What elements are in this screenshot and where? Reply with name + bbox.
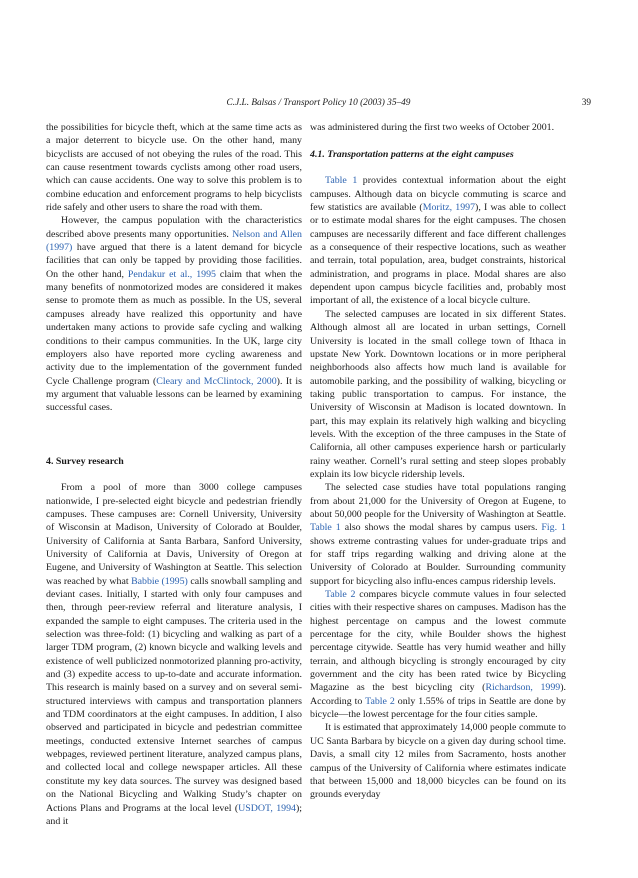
section-heading-survey-research: 4. Survey research: [46, 455, 124, 467]
text-run: calls snowball sampling and deviant cases. Initially, I started with only four campuses and then, through peer-review referral and literature analysis, I expanded the sample to eight campuses. The criteria used in the selection was three-fold: (1) bicycling and walking as part of a larger TDM program, (2) known bicycle and walking levels and existence of well publicized nonmotorized planning pro-activity, and (3) expedite access to up-to-date and accurate information. This research is mainly based on a survey and on several semi-structured interviews with campus and transportation planners and TDM coordinators at the eight campuses. In addition, I also observed and participated in bicycle and pedestrian committee meetings, conducted extensive Internet searches of campus webpages, reviewed pertinent literature, analyzed campus plans, and collected local and college newspaper articles. All these constitute my key data sources. The survey was designed based on the National Bicycling and Walking Study’s chapter on Actions Plans and Programs at the local level (: [46, 575, 302, 814]
text-run: ). It is my argument that valuable lessons can be learned by examining successful cases.: [46, 375, 302, 414]
spacer: [310, 134, 566, 147]
text-run: provides contextual information about the eight campuses. Although data on bicycle commuting is scarce and few statistics are available (: [310, 175, 566, 214]
table-link-table-2[interactable]: Table 2: [365, 695, 395, 707]
paragraph-survey-administered: [310, 121, 566, 134]
citation-link-usdot[interactable]: USDOT, 1994: [238, 802, 296, 814]
text-run: From a pool of more than 3000 college campuses nationwide, I pre-selected eight bicycle and pedestrian friendly campuses. These campuses are: Cornell University, University of Wisconsin at Madison, University of Colorado at Boulder, University of California at Santa Barbara, Sanford University, University of California at Davis, University of Oregon at Eugene, and University of Washington at Seattle. This selection was reached by what: [46, 482, 302, 587]
citation-link-pendakur[interactable]: Pendakur et al., 1995: [127, 268, 216, 280]
text-run: ); and it: [46, 802, 303, 827]
paragraph-contextual-information: [310, 174, 566, 307]
citation-link-babbie[interactable]: Babbie (1995): [131, 575, 188, 587]
citation-link-moritz[interactable]: Moritz, 1997: [422, 202, 476, 214]
paragraph-campus-locations: [310, 308, 566, 481]
text-run: also shows the modal shares by campus users.: [340, 522, 542, 534]
table-link-table-1[interactable]: Table 1: [325, 175, 358, 187]
paragraph-commute-comparison: [310, 588, 566, 721]
text-run: compares bicycle commute values in four selected cities with their respective shares on campuses. Madison has the highest percentage on campus and the lowest commute percentage for the city, while Boulder shows the highest percentage citywide. Seattle has very humid weather and hilly terrain, and although bicycling is strongly encouraged by city government and the city has been rated twice by Bicycling Magazine as the best bicycling city (: [310, 589, 566, 694]
page-number: 39: [581, 98, 591, 108]
paragraph-theft-deterrent: [46, 121, 302, 214]
citation-link-cleary-mcclintock[interactable]: Cleary and McClintock, 2000: [156, 375, 277, 387]
text-run: was administered during the first two weeks of October 2001.: [310, 122, 555, 133]
table-link-table-2[interactable]: Table 2: [325, 589, 356, 601]
running-header: [46, 96, 591, 110]
right-column: [310, 121, 566, 802]
text-run: only 1.55% of trips in Seattle are done by bicycle—the lowest percentage for the four cities sample.: [310, 695, 566, 721]
spacer: [310, 161, 566, 174]
citation-link-richardson[interactable]: Richardson, 1999: [485, 682, 561, 694]
text-run: ). According to: [310, 682, 566, 707]
text-run: The selected case studies have total populations ranging from about 21,000 for the University of Oregon at Eugene, to about 50,000 people for the University of Washington at Seattle.: [310, 482, 566, 520]
text-run: ), I was able to collect or to estimate modal shares for the eight campuses. The chosen campuses are necessarily different and face different challenges as a consequence of their respective locations, such as weather and terrain, total population, area, budget constraints, historical administration, and programs in place. Modal shares are also dependent upon campus bicycle facilities and, probably most important of all, the existence of a local bicycle culture.: [310, 202, 566, 307]
text-run: shows extreme contrasting values for under-graduate trips and for staff trips regarding walking and driving alone at the University of Colorado at Boulder. Surrounding community support for bicycling also influ-ences campus ridership levels.: [310, 535, 566, 587]
running-title: C.J.L. Balsas / Transport Policy 10 (2003) 35–49: [226, 98, 411, 108]
subsection-heading-transportation-patterns: 4.1. Transportation patterns at the eight campuses: [310, 148, 514, 160]
paragraph-campus-selection: [46, 481, 302, 828]
text-run: the possibilities for bicycle theft, which at the same time acts as a major deterrent to bicycle use. On the other hand, many bicyclists are accused of not obeying the rules of the road. This can cause resentment towards cyclists among other road users, which can cause accidents. One way to solve this problem is to combine education and enforcement programs to help bicyclists ride safely and other users to share the road with them.: [46, 122, 302, 214]
paragraph-populations: [310, 481, 566, 588]
spacer: [46, 415, 302, 455]
citation-link-nelson-allen[interactable]: Nelson and Allen (1997): [46, 228, 302, 254]
text-run: claim that when the many benefits of nonmotorized modes are considered it makes sense to promote them as much as possible. In the US, several campuses already have realized this opportunity and have undertaken many actions to provide safe cycling and walking conditions to their campus communities. In the UK, large city employers also have reported more cycling awareness and activity due to the implementation of the government funded Cycle Challenge program (: [46, 268, 302, 387]
paragraph-commuter-estimates: [310, 721, 566, 801]
paragraph-opportunities: [46, 214, 302, 414]
text-run: The selected campuses are located in six different States. Although almost all are located in urban settings, Cornell University is located in the small college town of Ithaca in upstate New York. Downtown locations or in more peripheral neighborhoods also affects how much land is available for automobile parking, and the possibility of walking, bicycling or taking public transportation to campus. For instance, the University of Wisconsin at Madison is located downtown. In part, this may explain its relatively high walking and bicycling levels. With the exception of the three campuses in the State of California, all other campuses experience harsh or particularly rainy weather. Cornell’s rural setting and steep slopes probably explain its low bicycle ridership levels.: [310, 308, 566, 480]
figure-link-fig-1[interactable]: Fig. 1: [541, 522, 566, 534]
left-column: [46, 121, 302, 828]
table-link-table-1[interactable]: Table 1: [310, 522, 341, 534]
spacer: [46, 468, 302, 481]
text-run: have argued that there is a latent demand for bicycle facilities that can only be tapped by providing those facilities. On the other hand,: [46, 242, 302, 280]
text-run: However, the campus population with the characteristics described above presents many opportunities.: [46, 215, 302, 240]
text-run: It is estimated that approximately 14,000 people commute to UC Santa Barbara by bicycle on a given day during school time. Davis, a small city 12 miles from Sacramento, hosts another campus of the University of California where estimates indicate that between 15,000 and 18,000 bicycles can be found on its grounds everyday: [310, 722, 566, 801]
